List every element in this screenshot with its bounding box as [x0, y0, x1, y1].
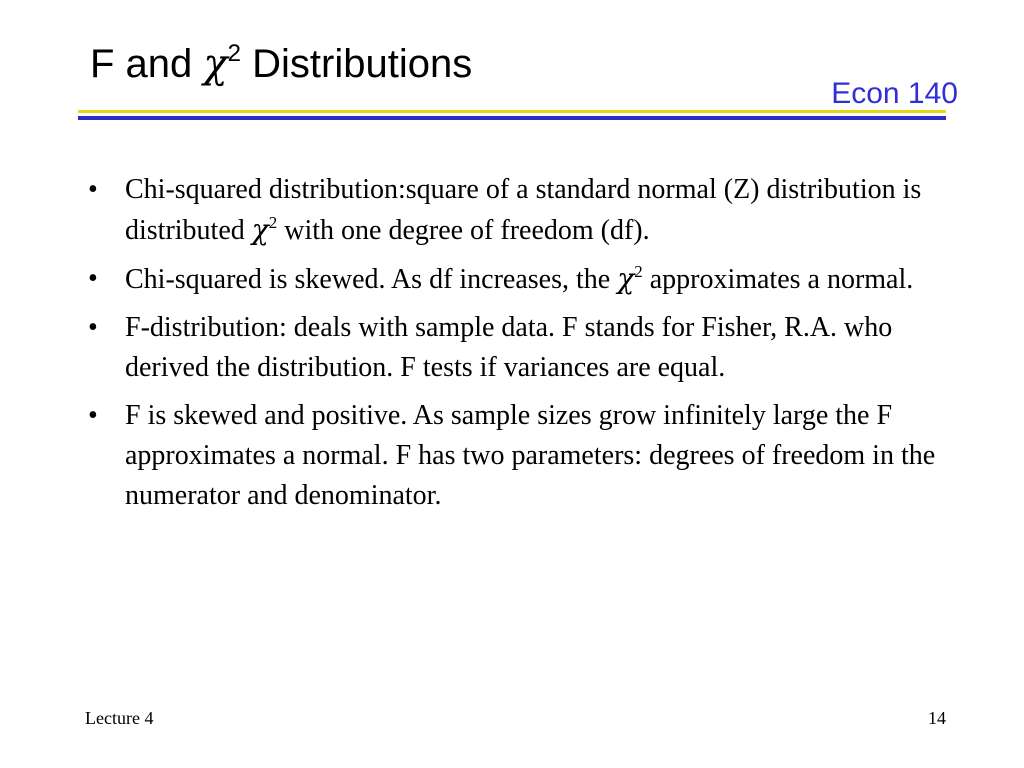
course-label: Econ 140	[831, 77, 958, 110]
title-rule-yellow	[78, 110, 946, 113]
footer-page-number: 14	[928, 708, 946, 728]
bullet-item	[88, 308, 938, 388]
superscript: 2	[268, 213, 278, 232]
superscript: 2	[634, 262, 643, 281]
bullet-text-part: approximates a normal.	[642, 264, 914, 295]
bullet-marker: •	[88, 312, 98, 343]
bullet-text	[125, 259, 938, 300]
bullet-marker: •	[88, 400, 98, 431]
bullet-marker: •	[88, 174, 98, 205]
bullet-text-part: with one degree of freedom (df).	[277, 215, 650, 246]
chi-symbol: χ	[617, 262, 635, 295]
bullet-list	[88, 170, 938, 524]
title-superscript: 2	[227, 40, 242, 67]
bullet-text: F-distribution: deals with sample data. F stands for Fisher, R.A. who derived the distribution. F tests if variances are equal.	[125, 312, 893, 383]
bullet-text-part: Chi-squared distribution:square of a standard normal (Z) distribution is distributed	[125, 174, 922, 246]
title-prefix: F and	[90, 42, 204, 86]
footer-lecture-label: Lecture 4	[85, 708, 154, 728]
bullet-text-part: Chi-squared is skewed. As df increases, the	[125, 264, 618, 295]
bullet-text: F is skewed and positive. As sample sizes grow infinitely large the F approximates a normal. F has two parameters: degrees of freedom in the numerator and denominator.	[125, 400, 936, 511]
bullet-marker: •	[88, 263, 98, 294]
title-suffix: Distributions	[241, 42, 473, 86]
title-rule-blue	[78, 116, 946, 120]
bullet-item	[88, 259, 938, 300]
chi-symbol: χ	[203, 41, 228, 87]
slide-title	[90, 40, 473, 87]
bullet-item	[88, 396, 938, 516]
bullet-text	[125, 170, 938, 251]
bullet-item	[88, 170, 938, 251]
chi-symbol: χ	[251, 213, 269, 246]
